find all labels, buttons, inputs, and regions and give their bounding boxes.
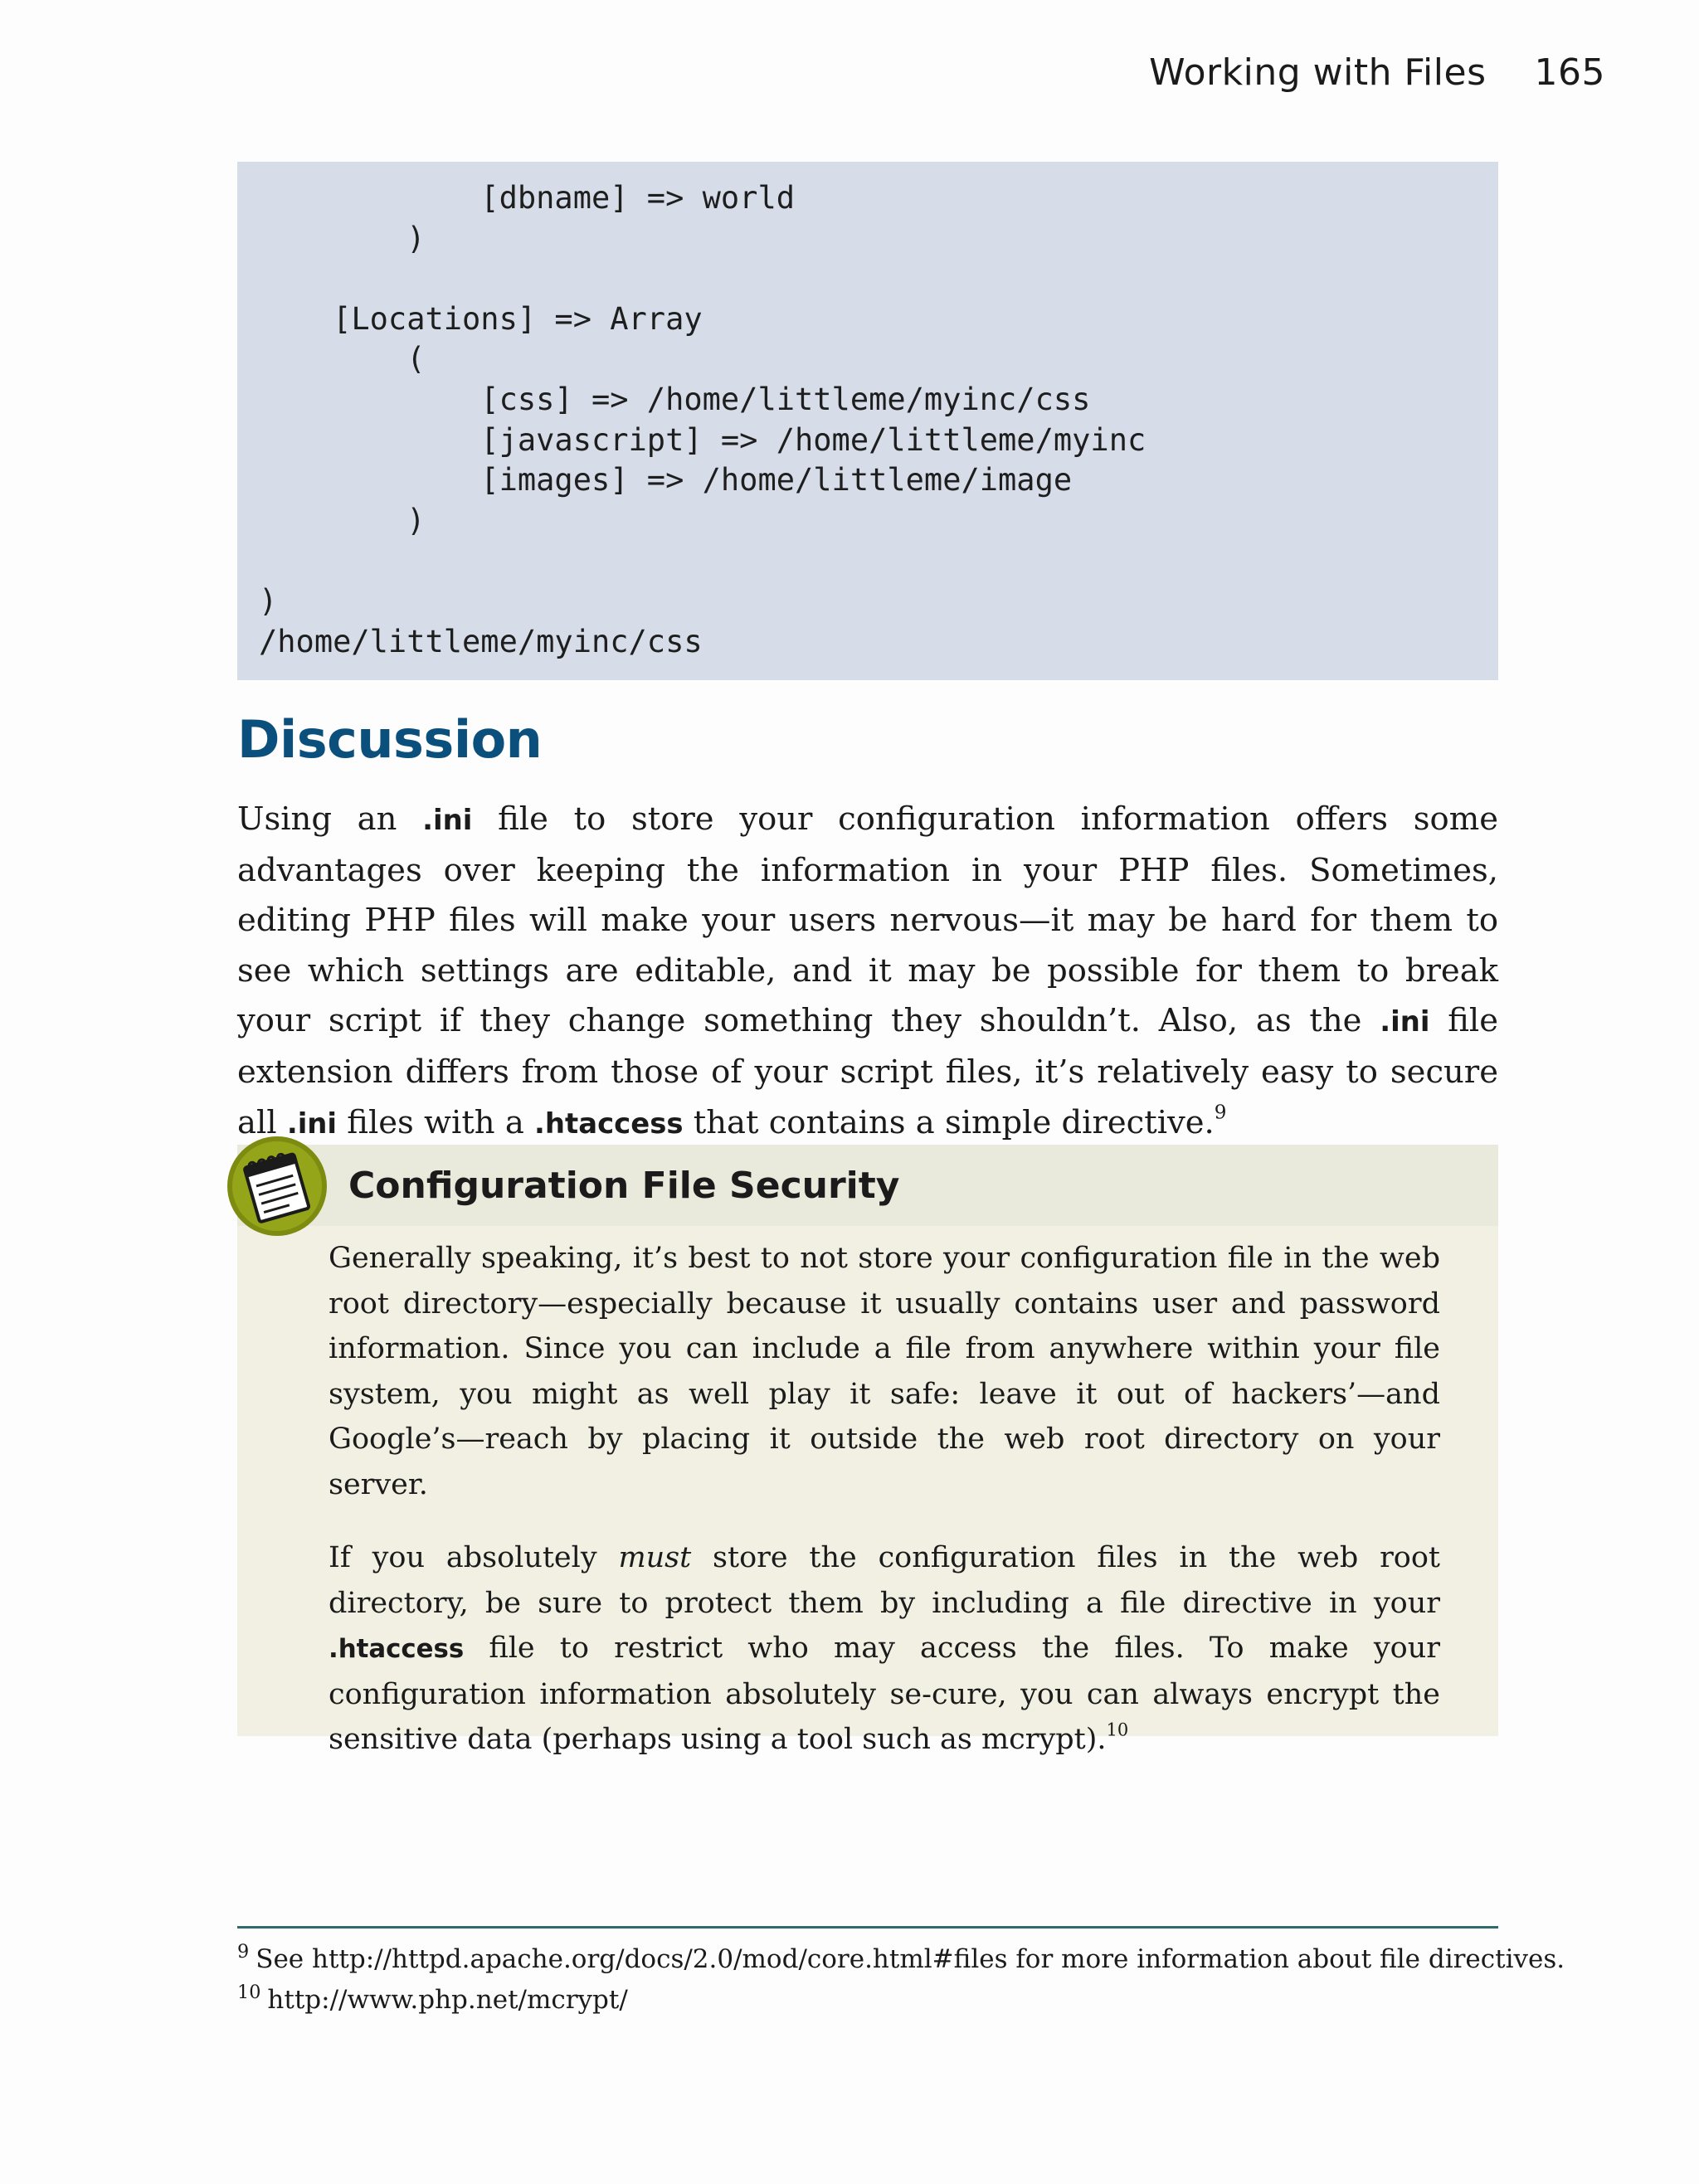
page-number: 165 (1534, 51, 1605, 94)
footnote-ref[interactable]: 10 (1106, 1719, 1129, 1740)
running-head (1149, 51, 1605, 94)
code-term: .ini (422, 804, 473, 836)
code-term: .htaccess (329, 1634, 465, 1664)
emphasis: must (618, 1541, 692, 1574)
text-run: file extension differs from those of your script files, it’s relatively easy to secure all (237, 1002, 1499, 1141)
code-term: .htaccess (534, 1107, 684, 1140)
text-run: Using an (237, 800, 423, 838)
running-head-title: Working with Files (1149, 51, 1487, 94)
footnote-ref[interactable]: 9 (1214, 1102, 1227, 1124)
note-paragraph (329, 1535, 1440, 1763)
text-run: store the configuration files in the web root directory, be sure to protect them by including a file directive in your (329, 1541, 1441, 1620)
note-body (329, 1236, 1440, 1791)
footnote-number: 10 (237, 1981, 261, 2003)
footnote-text: http://www.php.net/mcrypt/ (267, 1985, 628, 2015)
code-term: .ini (286, 1107, 338, 1140)
note-box (237, 1145, 1498, 1756)
text-run: that contains a simple directive. (683, 1103, 1215, 1141)
note-header (237, 1145, 1498, 1226)
footnote-divider (237, 1926, 1498, 1929)
code-term: .ini (1380, 1005, 1430, 1038)
code-block (237, 162, 1498, 680)
text-run: file to restrict who may access the files. To make your configuration information absolutely se-cure, you can always encrypt the sensitive data (perhaps using a tool such as mcrypt). (329, 1632, 1440, 1756)
code-listing: [dbname] => world ) [Locations] => Array ( [css] => /home/littleme/myinc/css [javascript] => /home/littleme/myinc [images] => /home/littleme/image ) ) /home/littleme/myinc/css (259, 180, 1146, 659)
text-run: file to store your configuration information offers some advantages over keeping the information in your PHP files. Sometimes, editing PHP files will make your users nervous—it may be hard for them to see which settings are editable, and it may be possible for them to break your script if they change something they shouldn’t. Also, as the (237, 800, 1498, 1040)
footnote-text: See http://httpd.apache.org/docs/2.0/mod/core.html#files for more information about file directives. (256, 1944, 1565, 1974)
note-title: Configuration File Security (348, 1165, 900, 1207)
discussion-paragraph (237, 795, 1498, 1149)
footnote-number: 9 (237, 1940, 250, 1963)
footnote-item (237, 1980, 1515, 2021)
text-run: files with a (337, 1103, 535, 1141)
section-heading-discussion: Discussion (237, 709, 543, 770)
footnotes (237, 1939, 1565, 2021)
text-run: If you absolutely (329, 1541, 619, 1574)
note-paragraph: Generally speaking, it’s best to not store your configuration file in the web root directory—especially because it usually contains user and password information. Since you can include a file from anywhere within your file system, you might as well play it safe: leave it out of hackers’—and Google’s—reach by placing it outside the web root directory on your server. (329, 1242, 1440, 1501)
notepad-icon (226, 1135, 329, 1238)
footnote-item (237, 1939, 1565, 1980)
